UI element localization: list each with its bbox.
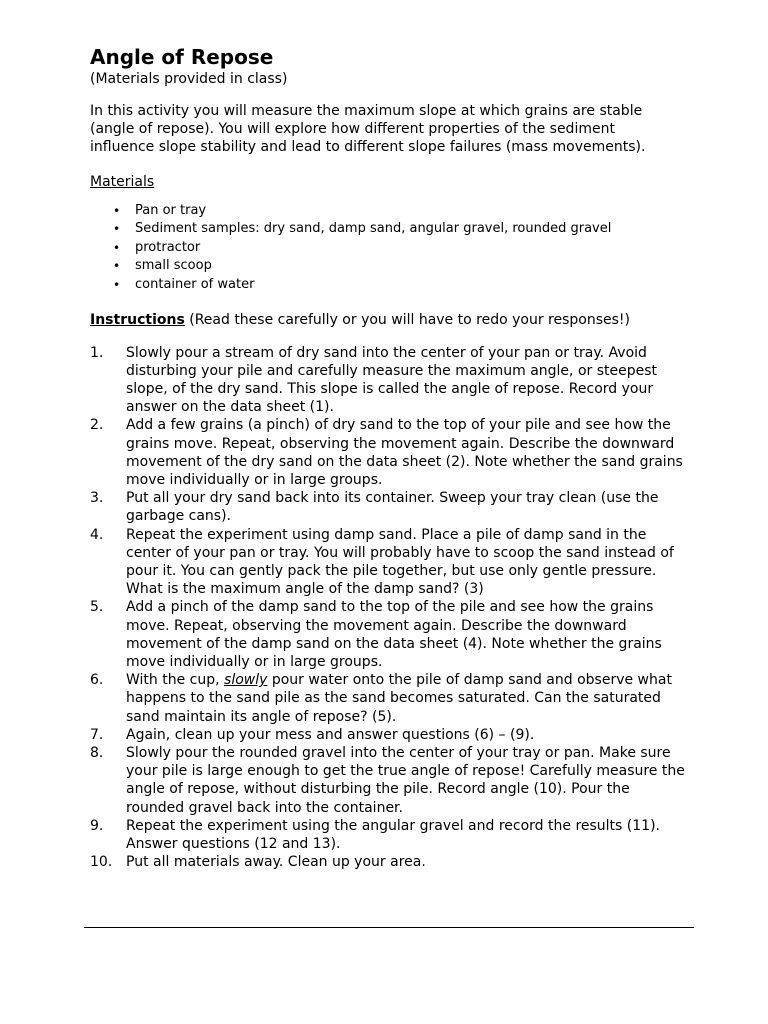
instruction-step — [90, 598, 686, 671]
instruction-step — [90, 671, 686, 726]
step-text: Add a few grains (a pinch) of dry sand to the top of your pile and see how the grains move. Repeat, observing the movement again. Describe the downward movement of the dry sand on the data sheet (2). Note whether the sand grains move individually or in large groups. — [126, 417, 683, 488]
step-text — [126, 672, 672, 724]
step-text: Put all your dry sand back into its container. Sweep your tray clean (use the garbage cans). — [126, 490, 659, 525]
material-label: Pan or tray — [135, 202, 207, 218]
step-number: 4. — [90, 526, 104, 543]
document-page — [90, 44, 690, 871]
step-text: Add a pinch of the damp sand to the top of the pile and see how the grains move. Repeat, observing the movement again. Describe the downward movement of the damp sand on the data sheet (4). Note whether the grains move individually or in large groups. — [126, 599, 662, 671]
instructions-note: (Read these carefully or you will have to redo your responses!) — [184, 311, 630, 328]
bullet-icon: • — [113, 222, 121, 237]
instruction-step — [90, 489, 686, 525]
horizontal-rule — [84, 927, 694, 928]
list-item — [90, 276, 690, 295]
materials-list — [90, 202, 690, 295]
step-number: 3. — [90, 490, 104, 507]
list-item — [90, 257, 690, 276]
material-label: protractor — [135, 239, 201, 255]
instruction-step — [90, 744, 686, 817]
bullet-icon: • — [113, 203, 121, 218]
step-text-emphasis: slowly — [224, 672, 268, 689]
step-text-pre: With the cup, — [126, 672, 225, 689]
step-text: Again, clean up your mess and answer questions (6) – (9). — [126, 726, 535, 743]
bullet-icon: • — [113, 277, 121, 292]
instruction-step — [90, 416, 686, 489]
step-text: Repeat the experiment using damp sand. Place a pile of damp sand in the center of your pan or tray. You will probably have to scoop the sand instead of pour it. You can gently pack the pile together, but use only gentle pressure. What is the maximum angle of the damp sand? (3) — [126, 526, 674, 598]
step-text-post: pour water onto the pile of damp sand and observe what happens to the sand pile as the sand becomes saturated. Can the saturated sand maintain its angle of repose? (5). — [126, 672, 672, 725]
material-label: small scoop — [135, 258, 212, 274]
instruction-step — [90, 344, 686, 417]
page-title: Angle of Repose — [90, 45, 274, 69]
material-label: container of water — [135, 276, 255, 292]
step-number: 6. — [90, 672, 104, 689]
step-number: 2. — [90, 417, 104, 434]
materials-heading: Materials — [90, 173, 155, 190]
step-number: 8. — [90, 745, 104, 762]
instruction-step — [90, 817, 686, 853]
instruction-step — [90, 526, 686, 599]
bullet-icon: • — [113, 240, 121, 255]
step-text: Slowly pour a stream of dry sand into the center of your pan or tray. Avoid disturbing your pile and carefully measure the maximum angle, or steepest slope, of the dry sand. This slope is called the angle of repose. Record your answer on the data sheet (1). — [126, 344, 658, 416]
list-item — [90, 220, 690, 239]
instructions-list — [90, 344, 690, 872]
instruction-step — [90, 726, 686, 744]
instructions-header — [90, 311, 690, 329]
step-text: Slowly pour the rounded gravel into the center of your tray or pan. Make sure your pile is large enough to get the true angle of repose! Carefully measure the angle of repose, without disturbing the pile. Record angle (10). Pour the rounded gravel back into the container. — [126, 745, 685, 816]
intro-paragraph: In this activity you will measure the maximum slope at which grains are stable (angle of repose). You will explore how different properties of the sediment influence slope stability and lead to different slope failures (mass movements). — [90, 103, 646, 156]
step-number: 10. — [90, 854, 113, 871]
instruction-step — [90, 853, 686, 871]
bullet-icon: • — [113, 259, 121, 274]
page-subtitle: (Materials provided in class) — [90, 71, 288, 87]
step-number: 5. — [90, 599, 104, 616]
step-number: 9. — [90, 817, 104, 834]
list-item — [90, 239, 690, 258]
list-item — [90, 202, 690, 221]
step-text: Repeat the experiment using the angular gravel and record the results (11). Answer questions (12 and 13). — [126, 817, 660, 853]
material-label: Sediment samples: dry sand, damp sand, angular gravel, rounded gravel — [135, 221, 612, 237]
instructions-heading: Instructions — [90, 311, 185, 328]
step-text: Put all materials away. Clean up your area. — [126, 854, 426, 871]
step-number: 1. — [90, 344, 104, 361]
step-number: 7. — [90, 726, 104, 743]
